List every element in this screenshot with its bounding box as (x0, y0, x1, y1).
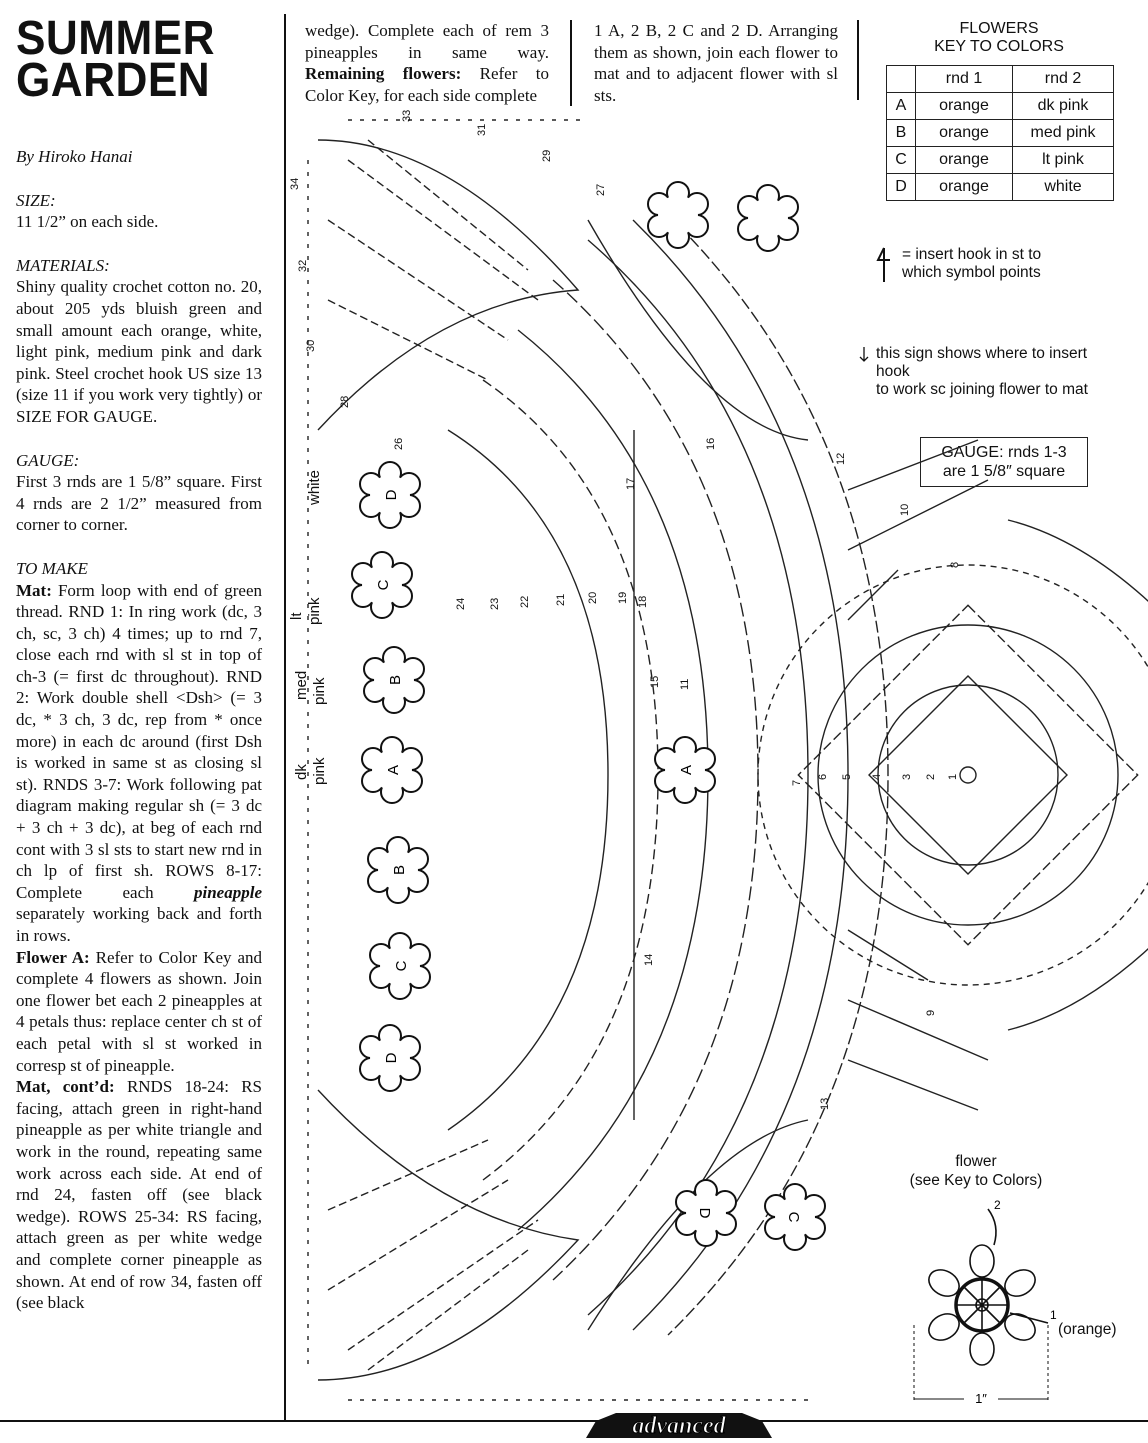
center-motif-ring (818, 625, 1118, 925)
flower-d (360, 462, 420, 528)
label-dk: dk (293, 764, 310, 780)
insert-hook-line-1: = insert hook in st to (902, 246, 1042, 263)
svg-text:19: 19 (617, 591, 629, 604)
svg-text:C: C (393, 960, 410, 972)
join-note-line-2: hook (876, 363, 910, 380)
svg-text:14: 14 (643, 953, 655, 966)
svg-text:12: 12 (835, 452, 847, 465)
svg-text:C: C (375, 579, 392, 591)
key-title-line-1: FLOWERS (959, 20, 1039, 37)
svg-text:15: 15 (649, 675, 661, 688)
rnd2-pointer (988, 1209, 996, 1245)
flower-a (362, 737, 422, 803)
key-header-rnd2: rnd 2 (1013, 66, 1114, 93)
size-text: 11 1/2” on each side. (16, 212, 159, 232)
center-square (869, 676, 1067, 874)
svg-text:B: B (391, 864, 408, 876)
svg-text:4: 4 (871, 773, 883, 780)
col2-text-1: wedge). Complete each of rem 3 pineapples in same way. (305, 21, 549, 62)
key-rnd1-color: orange (916, 147, 1013, 174)
size-heading: SIZE: (16, 190, 56, 210)
flower-d (676, 1180, 736, 1246)
corner-pineapple (318, 140, 578, 430)
svg-text:21: 21 (555, 593, 567, 606)
svg-text:1: 1 (947, 773, 959, 780)
rnd1-color-label: (orange) (1058, 1321, 1117, 1338)
svg-text:B: B (387, 674, 404, 686)
col2-text-2: Refer to Color Key, for each side complete (305, 64, 549, 105)
color-key-title (886, 20, 1112, 56)
rnd1-pointer (1010, 1313, 1048, 1323)
badge-text: advanced (632, 1413, 726, 1439)
svg-text:31: 31 (476, 123, 488, 136)
svg-text:30: 30 (305, 339, 317, 352)
key-rnd1-color: orange (916, 93, 1013, 120)
key-flower-letter: C (887, 147, 916, 174)
corner-pineapple-rows (328, 1140, 538, 1370)
materials-heading: MATERIALS: (16, 255, 110, 275)
page-bottom-rule (0, 1420, 1148, 1422)
round-arc (483, 380, 658, 1180)
key-rnd1-color: orange (916, 120, 1013, 147)
small-flower-subtitle: (see Key to Colors) (909, 1172, 1043, 1189)
to-make-heading: TO MAKE (16, 558, 88, 578)
svg-text:10: 10 (899, 503, 911, 516)
svg-text:D: D (696, 1207, 713, 1219)
gauge-text: First 3 rnds are 1 5/8” square. First 4 rnds are 2 1/2” measured from corner to corner. (16, 472, 262, 535)
column-divider-mid (570, 20, 572, 106)
small-flower-diagram (906, 1195, 1056, 1405)
flower-c (738, 185, 798, 251)
label-pink: pink (306, 597, 323, 625)
svg-text:9: 9 (925, 1009, 937, 1016)
svg-text:2: 2 (925, 773, 937, 780)
mat-label: Mat: (16, 580, 52, 600)
svg-text:D: D (383, 489, 400, 501)
flower-c (352, 552, 412, 618)
svg-text:A: A (678, 764, 695, 776)
svg-text:7: 7 (791, 779, 803, 786)
small-flower-label (906, 1152, 1046, 1190)
gauge-box-line-2: are 1 5/8″ square (942, 463, 1066, 480)
svg-text:24: 24 (455, 597, 467, 610)
svg-text:11: 11 (679, 678, 691, 690)
continued-column-2 (305, 20, 549, 106)
color-key-header-row (887, 66, 1114, 93)
round-arc (448, 430, 608, 1130)
key-flower-letter: A (887, 93, 916, 120)
svg-text:23: 23 (489, 597, 501, 610)
mat-contd-text: RNDS 18-24: RS facing, attach green in right-hand pineapple as per white triangle and work in the round, repeating same work across each side. At end of rnd 24, fasten off (see black wedge). ROWS 25-34: RS facing, attach green as per white wedge and complete corner pineapple as shown. At end of row 34, fasten off (see black (16, 1077, 262, 1313)
svg-text:18: 18 (637, 595, 649, 608)
col3-text: 1 A, 2 B, 2 C and 2 D. Arranging them as shown, join each flower to mat and to adjacent flower with sl sts. (594, 21, 838, 105)
svg-text:20: 20 (587, 591, 599, 604)
mat-text-1: Form loop with end of green thread. RND 1: In ring work (dc, 3 ch, sc, 3 ch) 4 times; up to rnd 7, close each rnd with sl st in top of ch-3 (= first dc throughout). RND 2: Work double shell <Dsh> (= 3 dc, * 3 ch, 3 dc, rep from * once more) in each dc around (first Dsh is worked in same st as closing sl st). RNDS 3-7: Work following pat diagram making regular sh (= 3 dc + 3 ch + 3 dc), at beg of each rnd cont with 3 sl sts to start new rnd in ch lp of first sh. ROWS 8-17: Complete each (16, 580, 262, 902)
svg-text:32: 32 (297, 259, 309, 272)
svg-text:A: A (385, 764, 402, 776)
key-flower-letter: B (887, 120, 916, 147)
remaining-flowers-label: Remaining flowers: (305, 64, 462, 84)
pattern-title (16, 12, 246, 107)
flower-a-text: Refer to Color Key and complete 4 flowers as shown. Join one flower bet each 2 pineapples at 4 petals thus: replace center ch st of each petal with sl st worked in corresp st of pineapple. (16, 947, 262, 1075)
byline: By Hiroko Hanai (16, 147, 133, 166)
column-divider-left (284, 14, 286, 1420)
svg-text:33: 33 (401, 109, 413, 122)
label-pink: pink (311, 757, 328, 785)
side-pineapple (1008, 520, 1148, 620)
mat-text-2: separately working back and forth in rows. (16, 904, 262, 945)
join-note-line-3: to work sc joining flower to mat (876, 381, 1088, 398)
mat-contd-label: Mat, cont’d: (16, 1077, 115, 1097)
svg-text:27: 27 (595, 183, 607, 196)
title-line-2: GARDEN (16, 54, 211, 107)
rnd2-number: 2 (994, 1198, 1001, 1212)
materials-text: Shiny quality crochet cotton no. 20, about 205 yds bluish green and small amount each orange, white, light pink, medium pink and dark pink. Steel crochet hook US size 13 (size 11 if you work very tightly) or SIZE FOR GAUGE. (16, 277, 262, 426)
flower-d (648, 182, 708, 248)
key-rnd2-color: dk pink (1013, 93, 1114, 120)
flower-b (364, 647, 424, 713)
svg-text:D: D (383, 1052, 400, 1064)
flower-size-label: 1″ (975, 1391, 987, 1406)
svg-text:17: 17 (625, 477, 637, 490)
svg-text:34: 34 (289, 177, 301, 190)
rnd1-number: 1 (1050, 1308, 1057, 1322)
flower-d (360, 1025, 420, 1091)
join-note-line-1: this sign shows where to insert (876, 345, 1088, 362)
svg-text:29: 29 (541, 149, 553, 162)
skill-level-badge (586, 1411, 772, 1438)
insert-hook-line-2: which symbol points (902, 264, 1041, 281)
gauge-box-line-1: GAUGE: rnds 1-3 (941, 444, 1067, 461)
corner-pineapple-rows (328, 140, 538, 380)
key-header-rnd1: rnd 1 (916, 66, 1013, 93)
key-flower-letter: D (887, 174, 916, 201)
corner-pineapple (318, 1090, 578, 1380)
flower-a (655, 737, 715, 803)
flower-a-label: Flower A: (16, 947, 90, 967)
label-pink: pink (311, 677, 328, 705)
flower-a-instructions (16, 947, 262, 1077)
mat-instructions (16, 580, 262, 947)
svg-text:22: 22 (519, 595, 531, 608)
title-line-1: SUMMER (16, 12, 216, 65)
key-header-empty (887, 66, 916, 93)
key-rnd2-color: lt pink (1013, 147, 1114, 174)
svg-text:16: 16 (705, 437, 717, 450)
svg-text:26: 26 (393, 437, 405, 450)
svg-text:13: 13 (819, 1097, 831, 1110)
label-lt: lt (288, 612, 305, 620)
svg-text:6: 6 (817, 773, 829, 780)
center-ring (960, 767, 976, 783)
svg-text:8: 8 (949, 561, 961, 568)
side-pineapple (1008, 930, 1148, 1030)
instructions-column (16, 146, 262, 1314)
label-med: med (293, 670, 310, 700)
svg-text:3: 3 (901, 773, 913, 780)
column-divider-right (857, 20, 859, 100)
flower-c (370, 933, 430, 999)
flower-c (765, 1184, 825, 1250)
key-rnd2-color: med pink (1013, 120, 1114, 147)
svg-text:28: 28 (339, 395, 351, 408)
svg-text:5: 5 (841, 773, 853, 780)
continued-column-3 (594, 20, 838, 106)
small-flower-title: flower (955, 1153, 997, 1170)
label-white: white (306, 469, 323, 505)
svg-text:C: C (785, 1211, 802, 1223)
flower-b (368, 837, 428, 903)
mat-contd-instructions (16, 1076, 262, 1314)
key-rnd2-color: white (1013, 174, 1114, 201)
gauge-heading: GAUGE: (16, 450, 80, 470)
key-title-line-2: KEY TO COLORS (934, 38, 1064, 55)
key-rnd1-color: orange (916, 174, 1013, 201)
mat-pineapple: pineapple (194, 882, 262, 902)
